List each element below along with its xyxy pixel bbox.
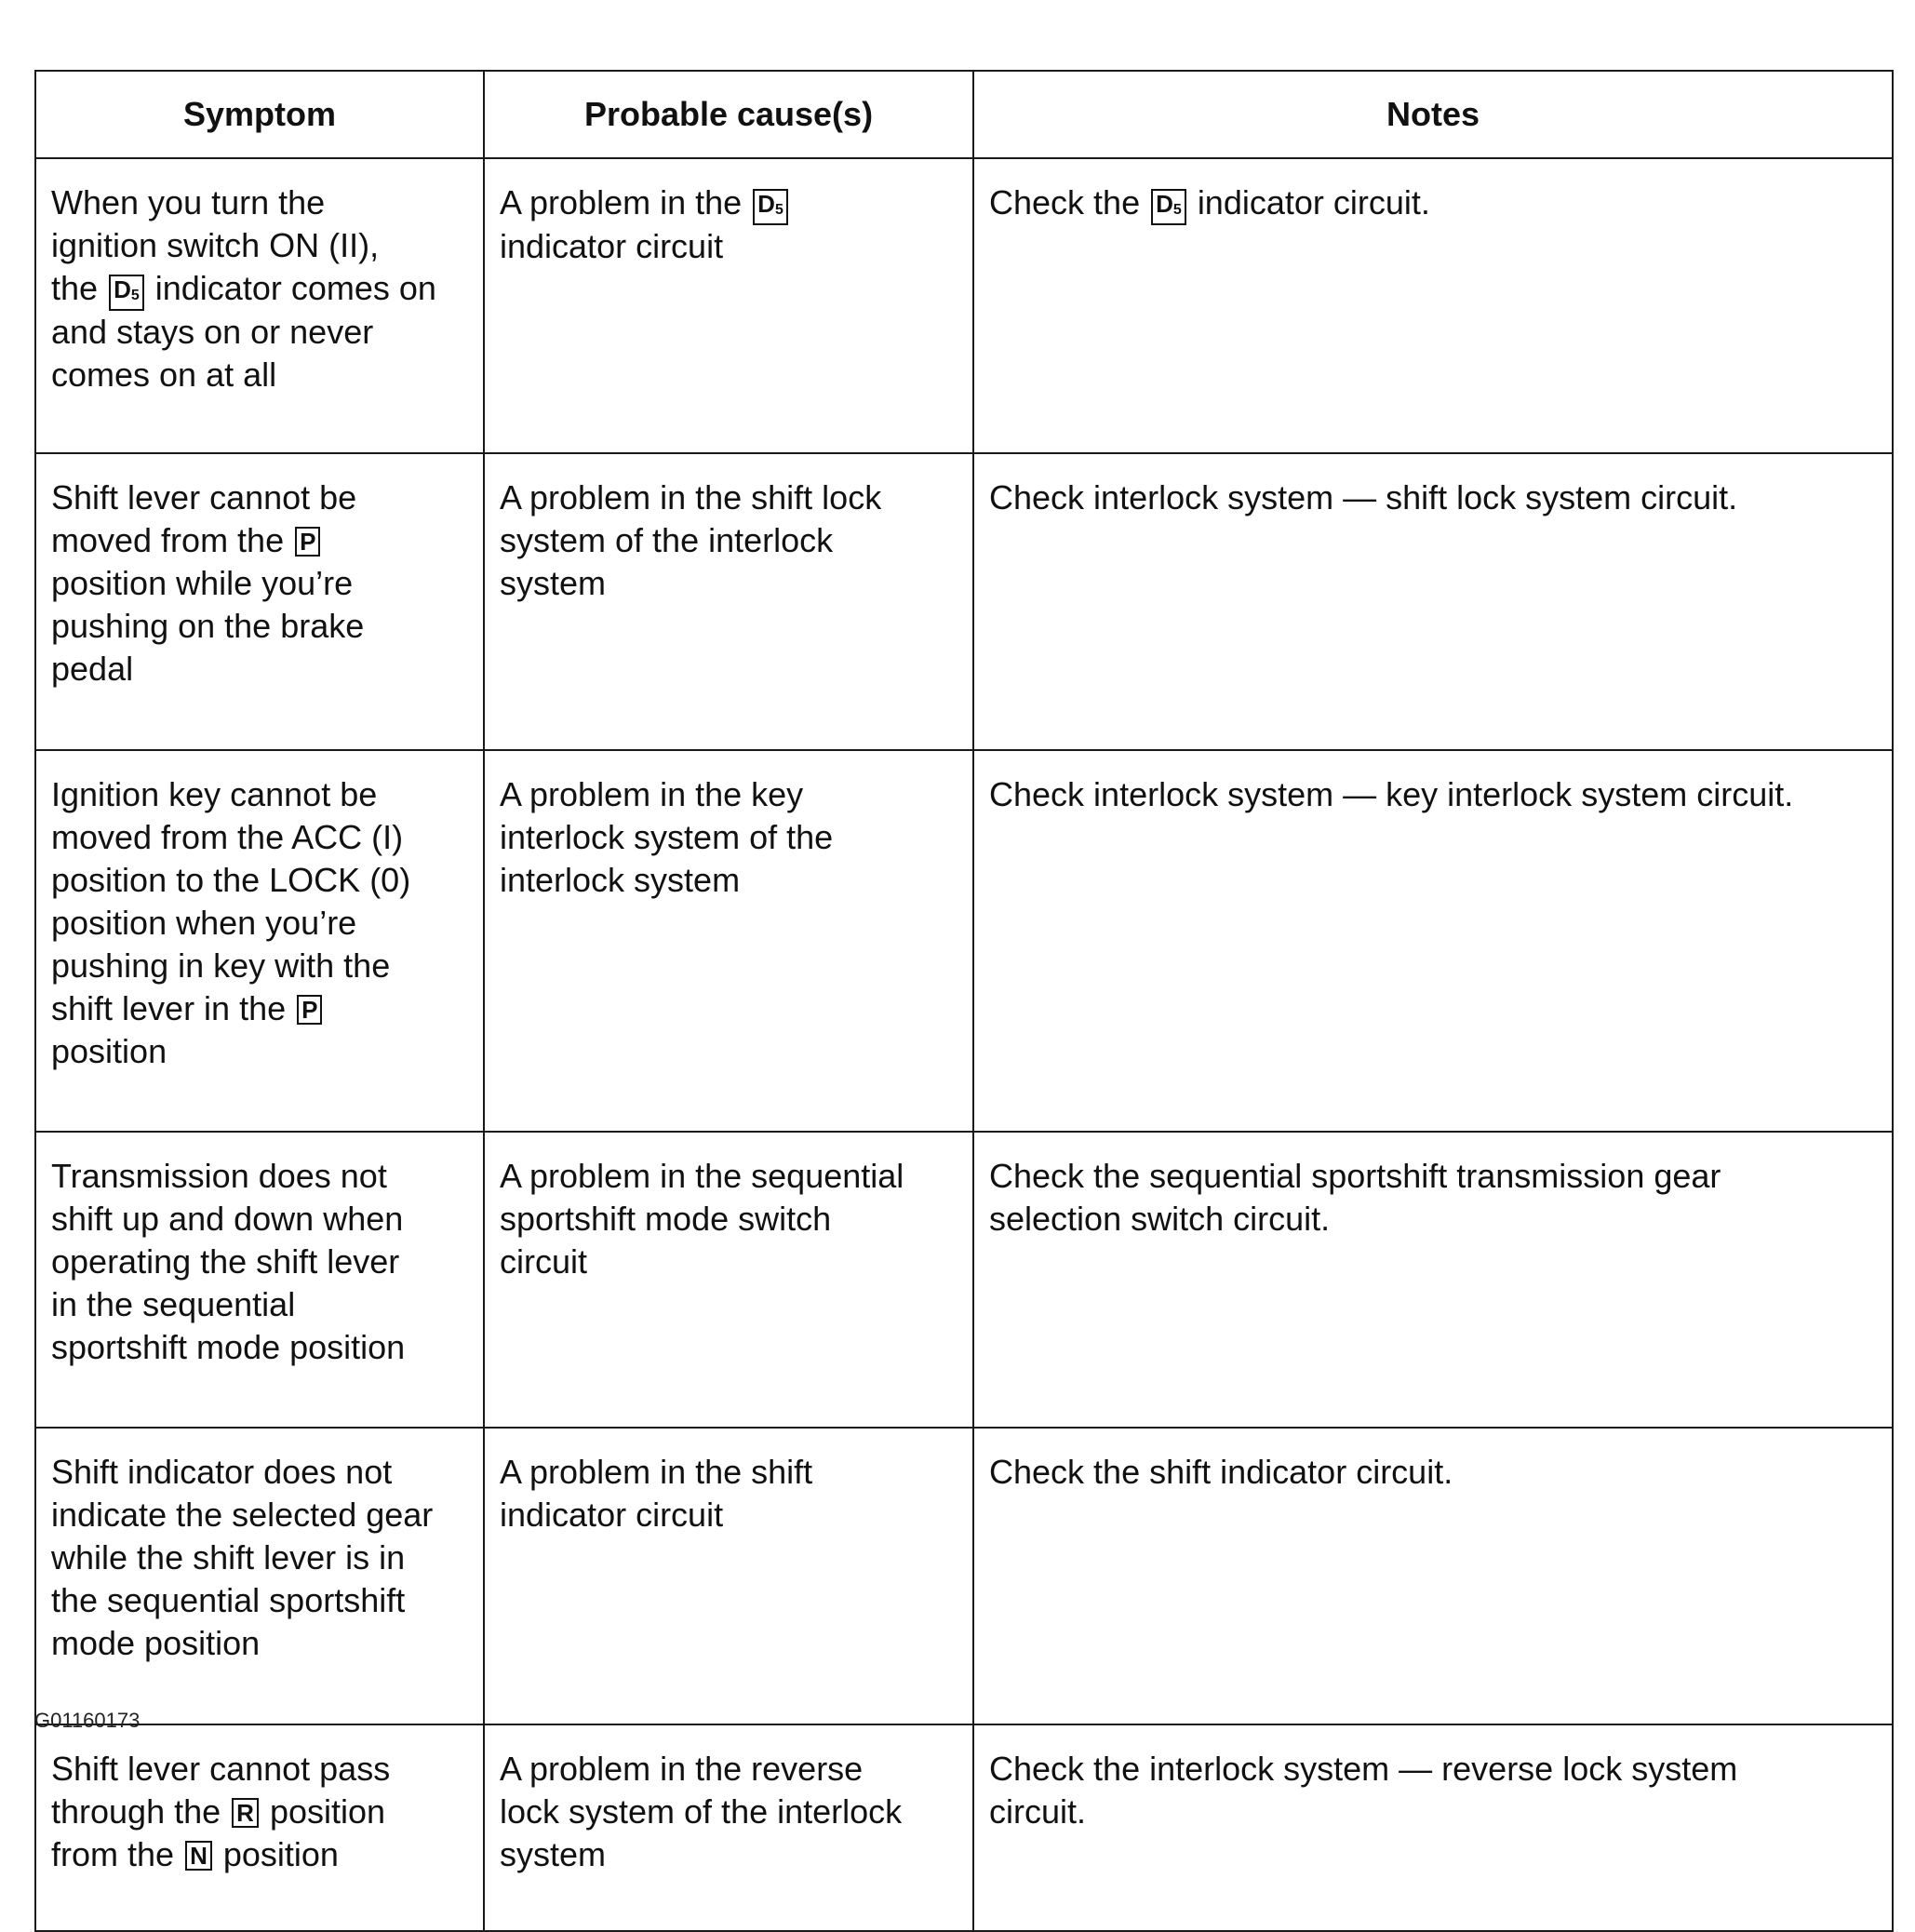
cell-text: interlock system of the bbox=[500, 818, 834, 856]
cell-text: shift up and down when bbox=[51, 1200, 404, 1238]
notes-cell bbox=[973, 158, 1893, 453]
cell-text: position when you’re bbox=[51, 904, 357, 942]
cell-text: and stays on or never bbox=[51, 313, 374, 351]
cell-text: interlock system bbox=[500, 861, 741, 899]
cell-text: Check the sequential sportshift transmission gear bbox=[989, 1157, 1721, 1195]
cause-cell bbox=[484, 1132, 973, 1428]
cell-text: Shift lever cannot pass bbox=[51, 1750, 391, 1788]
cell-text: pushing on the brake bbox=[51, 607, 365, 645]
symptom-cell bbox=[35, 1132, 484, 1428]
cell-text: indicate the selected gear bbox=[51, 1496, 434, 1534]
cell-text: Transmission does not bbox=[51, 1157, 387, 1195]
symptom-cell bbox=[35, 750, 484, 1132]
troubleshooting-table bbox=[34, 70, 1894, 1932]
cell-text: Check the bbox=[989, 183, 1141, 221]
d5-indicator-icon: $D_5$ bbox=[753, 189, 788, 225]
cell-text: shift lever in the bbox=[51, 989, 287, 1027]
cell-text: indicator circuit bbox=[500, 1496, 724, 1534]
cell-text: indicator circuit bbox=[500, 227, 724, 265]
cause-cell bbox=[484, 1724, 973, 1931]
cell-text: moved from the ACC (I) bbox=[51, 818, 404, 856]
cell-text: the sequential sportshift bbox=[51, 1581, 406, 1619]
table-row bbox=[35, 453, 1893, 750]
symptom-cell bbox=[35, 1428, 484, 1724]
notes-cell bbox=[973, 1132, 1893, 1428]
cell-text: When you turn the bbox=[51, 183, 326, 221]
symptom-cell bbox=[35, 1724, 484, 1931]
cell-text: A problem in the shift lock bbox=[500, 478, 882, 517]
table-row bbox=[35, 1428, 1893, 1724]
notes-cell bbox=[973, 750, 1893, 1132]
cell-text: position bbox=[51, 1032, 167, 1070]
cause-cell bbox=[484, 1428, 973, 1724]
cell-text: A problem in the reverse bbox=[500, 1750, 864, 1788]
cell-text: circuit. bbox=[989, 1792, 1087, 1831]
cell-text: Shift lever cannot be bbox=[51, 478, 357, 517]
cause-cell bbox=[484, 158, 973, 453]
cell-text: A problem in the sequential bbox=[500, 1157, 904, 1195]
cell-text: pedal bbox=[51, 650, 134, 688]
cause-cell bbox=[484, 453, 973, 750]
cell-text: operating the shift lever bbox=[51, 1242, 400, 1281]
figure-id: G01160173 bbox=[34, 1709, 141, 1732]
cell-text: through the bbox=[51, 1792, 221, 1831]
cell-text: Shift indicator does not bbox=[51, 1453, 393, 1491]
header-row bbox=[35, 71, 1893, 158]
r-position-icon: R bbox=[232, 1798, 259, 1828]
cell-text: position while you’re bbox=[51, 564, 354, 602]
header-notes: Notes bbox=[973, 71, 1893, 158]
table-row bbox=[35, 750, 1893, 1132]
table-row bbox=[35, 1724, 1893, 1931]
header-probable-cause: Probable cause(s) bbox=[484, 71, 973, 158]
cell-text: circuit bbox=[500, 1242, 588, 1281]
cell-text: sportshift mode position bbox=[51, 1328, 406, 1366]
p-position-icon: P bbox=[297, 995, 322, 1025]
notes-cell bbox=[973, 1428, 1893, 1724]
cell-text: position bbox=[269, 1792, 386, 1831]
cell-text: pushing in key with the bbox=[51, 946, 391, 985]
cell-text: system bbox=[500, 564, 607, 602]
n-position-icon: N bbox=[185, 1841, 212, 1871]
symptom-cell bbox=[35, 453, 484, 750]
cell-text: indicator circuit. bbox=[1197, 183, 1430, 221]
cell-text: Check interlock system — shift lock system circuit. bbox=[989, 478, 1738, 517]
d5-indicator-icon: $D_5$ bbox=[1151, 189, 1186, 225]
cell-text: in the sequential bbox=[51, 1285, 296, 1323]
cause-cell bbox=[484, 750, 973, 1132]
cell-text: comes on at all bbox=[51, 356, 277, 394]
cell-text: from the bbox=[51, 1835, 175, 1873]
cell-text: system bbox=[500, 1835, 607, 1873]
notes-cell bbox=[973, 1724, 1893, 1931]
cell-text: Check the shift indicator circuit. bbox=[989, 1453, 1453, 1491]
cell-text: while the shift lever is in bbox=[51, 1538, 406, 1576]
d5-indicator-icon: $D_5$ bbox=[109, 275, 144, 311]
cell-text: Check the interlock system — reverse lock system bbox=[989, 1750, 1738, 1788]
cell-text: lock system of the interlock bbox=[500, 1792, 903, 1831]
header-symptom: Symptom bbox=[35, 71, 484, 158]
symptom-cell bbox=[35, 158, 484, 453]
cell-text: indicator comes on bbox=[154, 269, 436, 307]
cell-text: position to the LOCK (0) bbox=[51, 861, 411, 899]
cell-text: ignition switch ON (II), bbox=[51, 226, 380, 264]
cell-text: selection switch circuit. bbox=[989, 1200, 1331, 1238]
cell-text: sportshift mode switch bbox=[500, 1200, 832, 1238]
table-row bbox=[35, 158, 1893, 453]
cell-text: system of the interlock bbox=[500, 521, 834, 559]
cell-text: Ignition key cannot be bbox=[51, 775, 378, 813]
cell-text: Check interlock system — key interlock system circuit. bbox=[989, 775, 1794, 813]
p-position-icon: P bbox=[295, 527, 320, 557]
cell-text: moved from the bbox=[51, 521, 285, 559]
cell-text: A problem in the bbox=[500, 183, 743, 221]
cell-text: mode position bbox=[51, 1624, 261, 1662]
table-row bbox=[35, 1132, 1893, 1428]
cell-text: position bbox=[222, 1835, 339, 1873]
notes-cell bbox=[973, 453, 1893, 750]
cell-text: A problem in the key bbox=[500, 775, 804, 813]
cell-text: the bbox=[51, 269, 99, 307]
cell-text: A problem in the shift bbox=[500, 1453, 813, 1491]
